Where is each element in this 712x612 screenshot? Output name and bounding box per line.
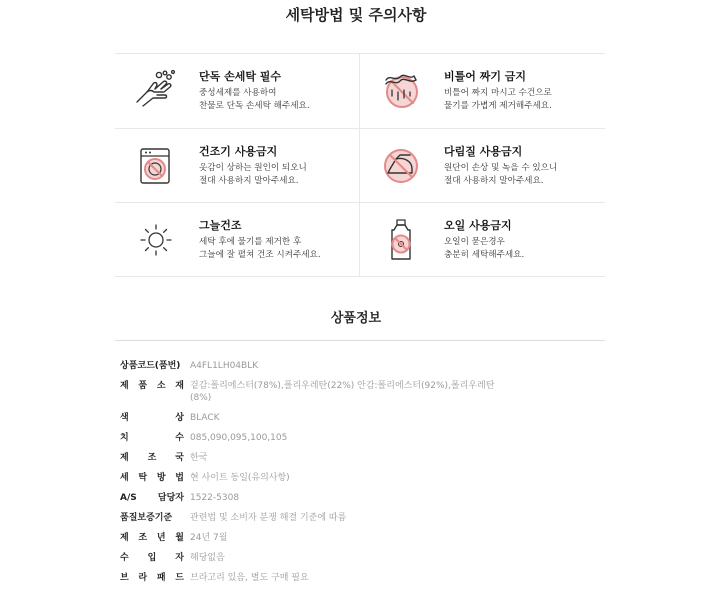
no-wring-icon — [378, 68, 424, 114]
care-desc-line: 중성세제를 사용하여 — [199, 88, 277, 98]
hand-wash-icon — [133, 68, 179, 114]
product-info-title: 상품정보 — [330, 311, 382, 326]
care-desc-line: 절대 사용하지 말아주세요. — [199, 176, 299, 186]
care-desc-line: 찬물로 단독 손세탁 해주세요. — [199, 101, 310, 111]
no-oil-icon — [378, 217, 424, 263]
info-label: 세 탁 방 법 — [120, 473, 184, 483]
care-heading: 다림질 사용금지 — [444, 145, 523, 158]
info-value: 해당없음 — [190, 553, 225, 563]
info-label: 치 수 — [120, 433, 184, 443]
info-label: 제 품 소 재 — [120, 381, 184, 391]
care-grid — [115, 53, 605, 277]
info-row-material — [120, 376, 520, 408]
sun-dry-shade-icon — [133, 217, 179, 263]
info-row-bra-pad — [120, 568, 520, 588]
info-row-product-code — [120, 356, 520, 376]
care-heading: 오일 사용금지 — [444, 219, 512, 232]
info-row-quality-standard — [120, 508, 520, 528]
product-info-table — [120, 356, 520, 588]
info-value: 관련법 및 소비자 분쟁 해결 기준에 따름 — [190, 513, 347, 523]
care-item-no-oil — [360, 203, 600, 277]
info-value: 한국 — [190, 453, 208, 463]
care-heading: 건조기 사용금지 — [199, 145, 278, 158]
info-value: A4FL1LH04BLK — [190, 361, 259, 371]
info-label: 제 조 년 월 — [120, 533, 184, 543]
care-item-hand-wash — [115, 54, 355, 128]
care-item-no-wring — [360, 54, 600, 128]
divider — [115, 340, 605, 341]
care-item-no-dryer — [115, 129, 355, 203]
care-item-shade-dry — [115, 203, 355, 277]
care-desc-line: 절대 사용하지 말아주세요. — [444, 176, 544, 186]
care-heading: 그늘건조 — [199, 219, 242, 232]
info-value: BLACK — [190, 413, 220, 423]
care-heading: 비틀어 짜기 금지 — [444, 70, 527, 83]
info-value: 24년 7월 — [190, 533, 228, 543]
info-label: 색 상 — [120, 413, 184, 423]
care-item-no-iron — [360, 129, 600, 203]
info-row-as-contact — [120, 488, 520, 508]
info-label: A/S 담당자 — [120, 493, 184, 503]
care-section-title: 세탁방법 및 주의사항 — [285, 6, 427, 24]
info-label: 상품코드(품번) — [120, 361, 181, 371]
info-value: 겉감:폴리에스터(78%),폴리우레탄(22%) 안감:폴리에스터(92%),폴리우레탄(8%) — [190, 381, 495, 403]
info-value: 1522-5308 — [190, 493, 240, 503]
info-row-importer — [120, 548, 520, 568]
info-row-wash-method — [120, 468, 520, 488]
info-value: 현 사이트 동일(유의사항) — [190, 473, 290, 483]
care-desc-line: 물기를 가볍게 제거해주세요. — [444, 101, 552, 111]
care-desc-line: 원단이 손상 및 녹을 수 있으니 — [444, 163, 558, 173]
no-dryer-icon — [133, 143, 179, 189]
care-desc-line: 비틀어 짜지 마시고 수건으로 — [444, 88, 552, 98]
info-value: 085,090,095,100,105 — [190, 433, 288, 443]
info-row-size — [120, 428, 520, 448]
care-desc-line: 옷감이 상하는 원인이 되오니 — [199, 163, 307, 173]
care-desc-line: 세탁 후에 물기를 제거한 후 — [199, 237, 302, 247]
info-label: 품질보증기준 — [120, 513, 173, 523]
care-heading: 단독 손세탁 필수 — [199, 70, 282, 83]
care-desc-line: 충분히 세탁해주세요. — [444, 250, 525, 260]
info-label: 수 입 자 — [120, 553, 184, 563]
info-label: 제 조 국 — [120, 453, 184, 463]
info-row-origin — [120, 448, 520, 468]
care-desc-line: 오일이 묻은경우 — [444, 237, 505, 247]
info-label: 브 라 패 드 — [120, 573, 184, 583]
info-row-color — [120, 408, 520, 428]
care-desc-line: 그늘에 잘 펼쳐 건조 시켜주세요. — [199, 250, 321, 260]
no-iron-icon — [378, 143, 424, 189]
info-value: 브라고리 있음, 별도 구매 필요 — [190, 573, 309, 583]
info-row-manufacture-date — [120, 528, 520, 548]
